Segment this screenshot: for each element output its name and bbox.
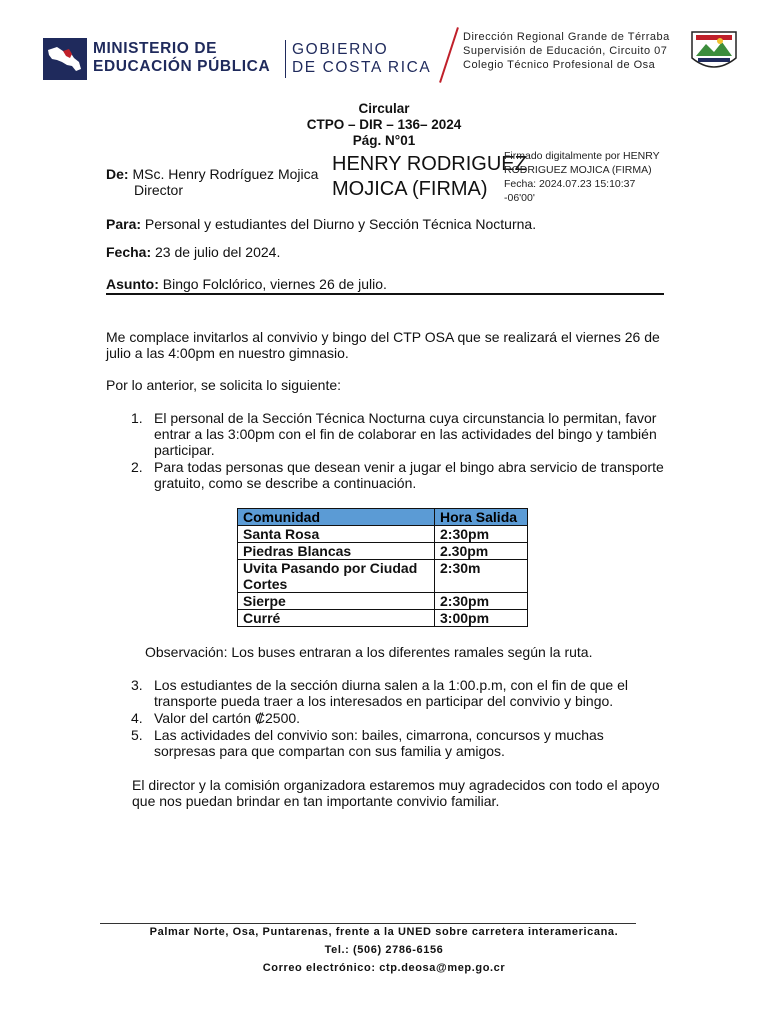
time-cell: 2:30m — [435, 560, 528, 593]
table-row — [238, 610, 528, 627]
time-cell: 3:00pm — [435, 610, 528, 627]
circular-label: Circular — [358, 101, 410, 116]
to-label: Para: — [106, 216, 142, 232]
digital-signature-details: Firmado digitalmente por HENRY RODRIGUEZ MOJICA (FIRMA) Fecha: 2024.07.23 15:10:37 -06'00' — [504, 150, 660, 204]
from-label: De: — [106, 166, 129, 182]
region-info: Dirección Regional Grande de Térraba Supervisión de Educación, Circuito 07 Colegio Técnico Profesional de Osa — [463, 31, 670, 71]
from-line — [106, 166, 318, 182]
community-cell: Curré — [238, 610, 435, 627]
date-value: 23 de julio del 2024. — [155, 244, 281, 260]
government-name: GOBIERNO DE COSTA RICA — [292, 41, 432, 76]
table-row — [238, 560, 528, 593]
intro-paragraph: Me complace invitarlos al convivio y bingo del CTP OSA que se realizará el viernes 26 de julio a las 4:00pm en nuestro gimnasio. — [106, 329, 660, 361]
column-header: Hora Salida — [435, 509, 528, 526]
footer-phone: Tel.: (506) 2786-6156 — [324, 944, 444, 956]
ministry-name: MINISTERIO DE EDUCACIÓN PÚBLICA — [93, 40, 271, 75]
table-header-row — [238, 509, 528, 526]
header-accent-line — [439, 27, 459, 83]
subject-value: Bingo Folclórico, viernes 26 de julio. — [162, 276, 387, 292]
to-value: Personal y estudiantes del Diurno y Sección Técnica Nocturna. — [144, 216, 537, 232]
page-number: Pág. N°01 — [352, 133, 416, 148]
time-cell: 2.30pm — [435, 543, 528, 560]
closing-paragraph: El director y la comisión organizadora estaremos muy agradecidos con todo el apoyo que nos puedan brindar en tan importante convivio familiar. — [132, 777, 660, 809]
header-divider — [285, 40, 286, 78]
school-crest-icon — [686, 28, 742, 76]
transport-schedule-table — [237, 508, 528, 627]
table-row — [238, 593, 528, 610]
community-cell: Uvita Pasando por Ciudad Cortes — [238, 560, 435, 593]
time-cell: 2:30pm — [435, 593, 528, 610]
footer-email: Correo electrónico: ctp.deosa@mep.go.cr — [262, 962, 506, 974]
subject-line — [106, 276, 387, 292]
circular-number: CTPO – DIR – 136– 2024 — [306, 117, 462, 132]
time-cell: 2:30pm — [435, 526, 528, 543]
ministry-logo — [43, 38, 87, 80]
from-name: MSc. Henry Rodríguez Mojica — [132, 166, 319, 182]
header-rule — [106, 293, 664, 295]
community-cell: Santa Rosa — [238, 526, 435, 543]
observation-note: Observación: Los buses entraran a los diferentes ramales según la ruta. — [145, 644, 593, 660]
footer-address: Palmar Norte, Osa, Puntarenas, frente a la UNED sobre carretera interamericana. — [149, 926, 619, 938]
table-row — [238, 526, 528, 543]
table-row — [238, 543, 528, 560]
digital-signature-name: HENRY RODRIGUEZ MOJICA (FIRMA) — [332, 153, 527, 200]
community-cell: Piedras Blancas — [238, 543, 435, 560]
request-paragraph: Por lo anterior, se solicita lo siguiente: — [106, 377, 342, 393]
date-line — [106, 244, 280, 260]
subject-label: Asunto: — [106, 276, 159, 292]
costa-rica-map-icon — [43, 38, 87, 80]
footer-rule — [100, 923, 636, 924]
to-line — [106, 216, 536, 232]
community-cell: Sierpe — [238, 593, 435, 610]
from-role: Director — [134, 182, 184, 198]
date-label: Fecha: — [106, 244, 152, 260]
column-header: Comunidad — [238, 509, 435, 526]
